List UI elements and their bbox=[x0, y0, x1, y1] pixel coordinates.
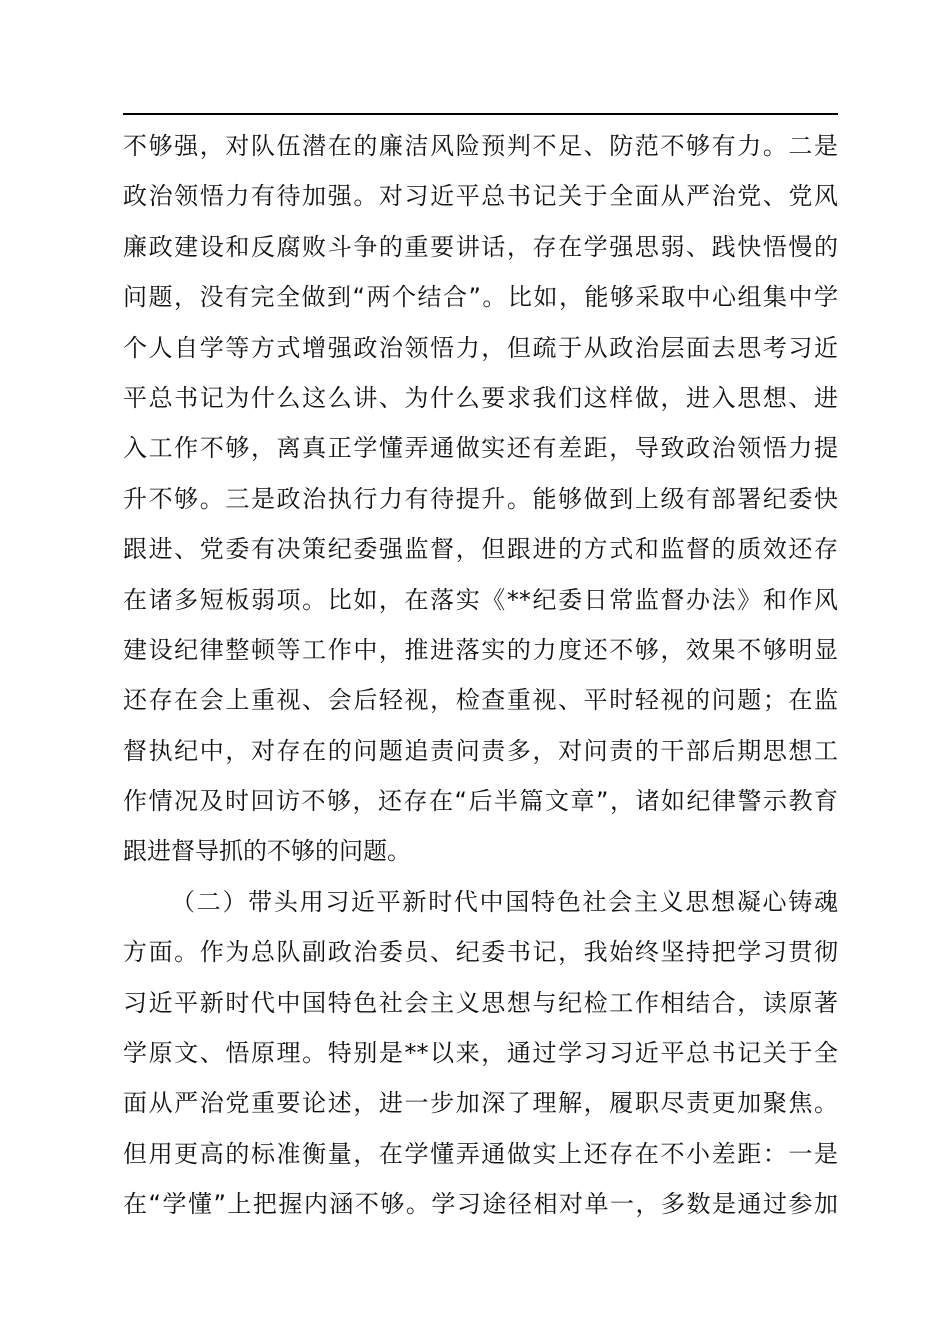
text-line: 个人自学等方式增强政治领悟力，但疏于从政治层面去思考习近 bbox=[123, 333, 838, 362]
text-line: 督执纪中，对存在的问题追责问责多，对问责的干部后期思想工 bbox=[123, 736, 838, 765]
text-line: 面从严治党重要论述，进一步加深了理解，履职尽责更加聚焦。 bbox=[123, 1089, 838, 1118]
text-line: 政治领悟力有待加强。对习近平总书记关于全面从严治党、党风 bbox=[123, 182, 838, 211]
text-line: 还存在会上重视、会后轻视，检查重视、平时轻视的问题；在监 bbox=[123, 686, 838, 715]
header-rule bbox=[123, 113, 838, 115]
text-line: 不够强，对队伍潜在的廉洁风险预判不足、防范不够有力。二是 bbox=[123, 132, 838, 160]
paragraph-2 bbox=[123, 877, 838, 1230]
text-line: 平总书记为什么这么讲、为什么要求我们这样做，进入思想、进 bbox=[123, 383, 838, 412]
text-line: 入工作不够，离真正学懂弄通做实还有差距，导致政治领悟力提 bbox=[123, 434, 838, 463]
text-line: 在诸多短板弱项。比如，在落实《**纪委日常监督办法》和作风 bbox=[123, 585, 838, 614]
text-line: 建设纪律整顿等工作中，推进落实的力度还不够，效果不够明显 bbox=[123, 635, 838, 664]
text-line: 在“学懂”上把握内涵不够。学习途径相对单一，多数是通过参加 bbox=[123, 1190, 838, 1219]
text-line: 跟进、党委有决策纪委强监督，但跟进的方式和监督的质效还存 bbox=[123, 535, 838, 564]
document-body bbox=[123, 121, 838, 1230]
text-line: 方面。作为总队副政治委员、纪委书记，我始终坚持把学习贯彻 bbox=[123, 938, 838, 967]
text-line: 廉政建设和反腐败斗争的重要讲话，存在学强思弱、践快悟慢的 bbox=[123, 232, 838, 261]
text-line: 升不够。三是政治执行力有待提升。能够做到上级有部署纪委快 bbox=[123, 484, 838, 513]
text-line: 习近平新时代中国特色社会主义思想与纪检工作相结合，读原著 bbox=[123, 988, 838, 1017]
text-line: 学原文、悟原理。特别是**以来，通过学习习近平总书记关于全 bbox=[123, 1039, 838, 1068]
text-line: 但用更高的标准衡量，在学懂弄通做实上还存在不小差距：一是 bbox=[123, 1139, 838, 1168]
text-line: 跟进督导抓的不够的问题。 bbox=[123, 837, 411, 866]
text-line: 作情况及时回访不够，还存在“后半篇文章”，诸如纪律警示教育 bbox=[123, 787, 838, 816]
text-line: 问题，没有完全做到“两个结合”。比如，能够采取中心组集中学 bbox=[123, 283, 838, 312]
section-heading-line: （二）带头用习近平新时代中国特色社会主义思想凝心铸魂 bbox=[171, 887, 838, 916]
paragraph-1 bbox=[123, 121, 838, 877]
